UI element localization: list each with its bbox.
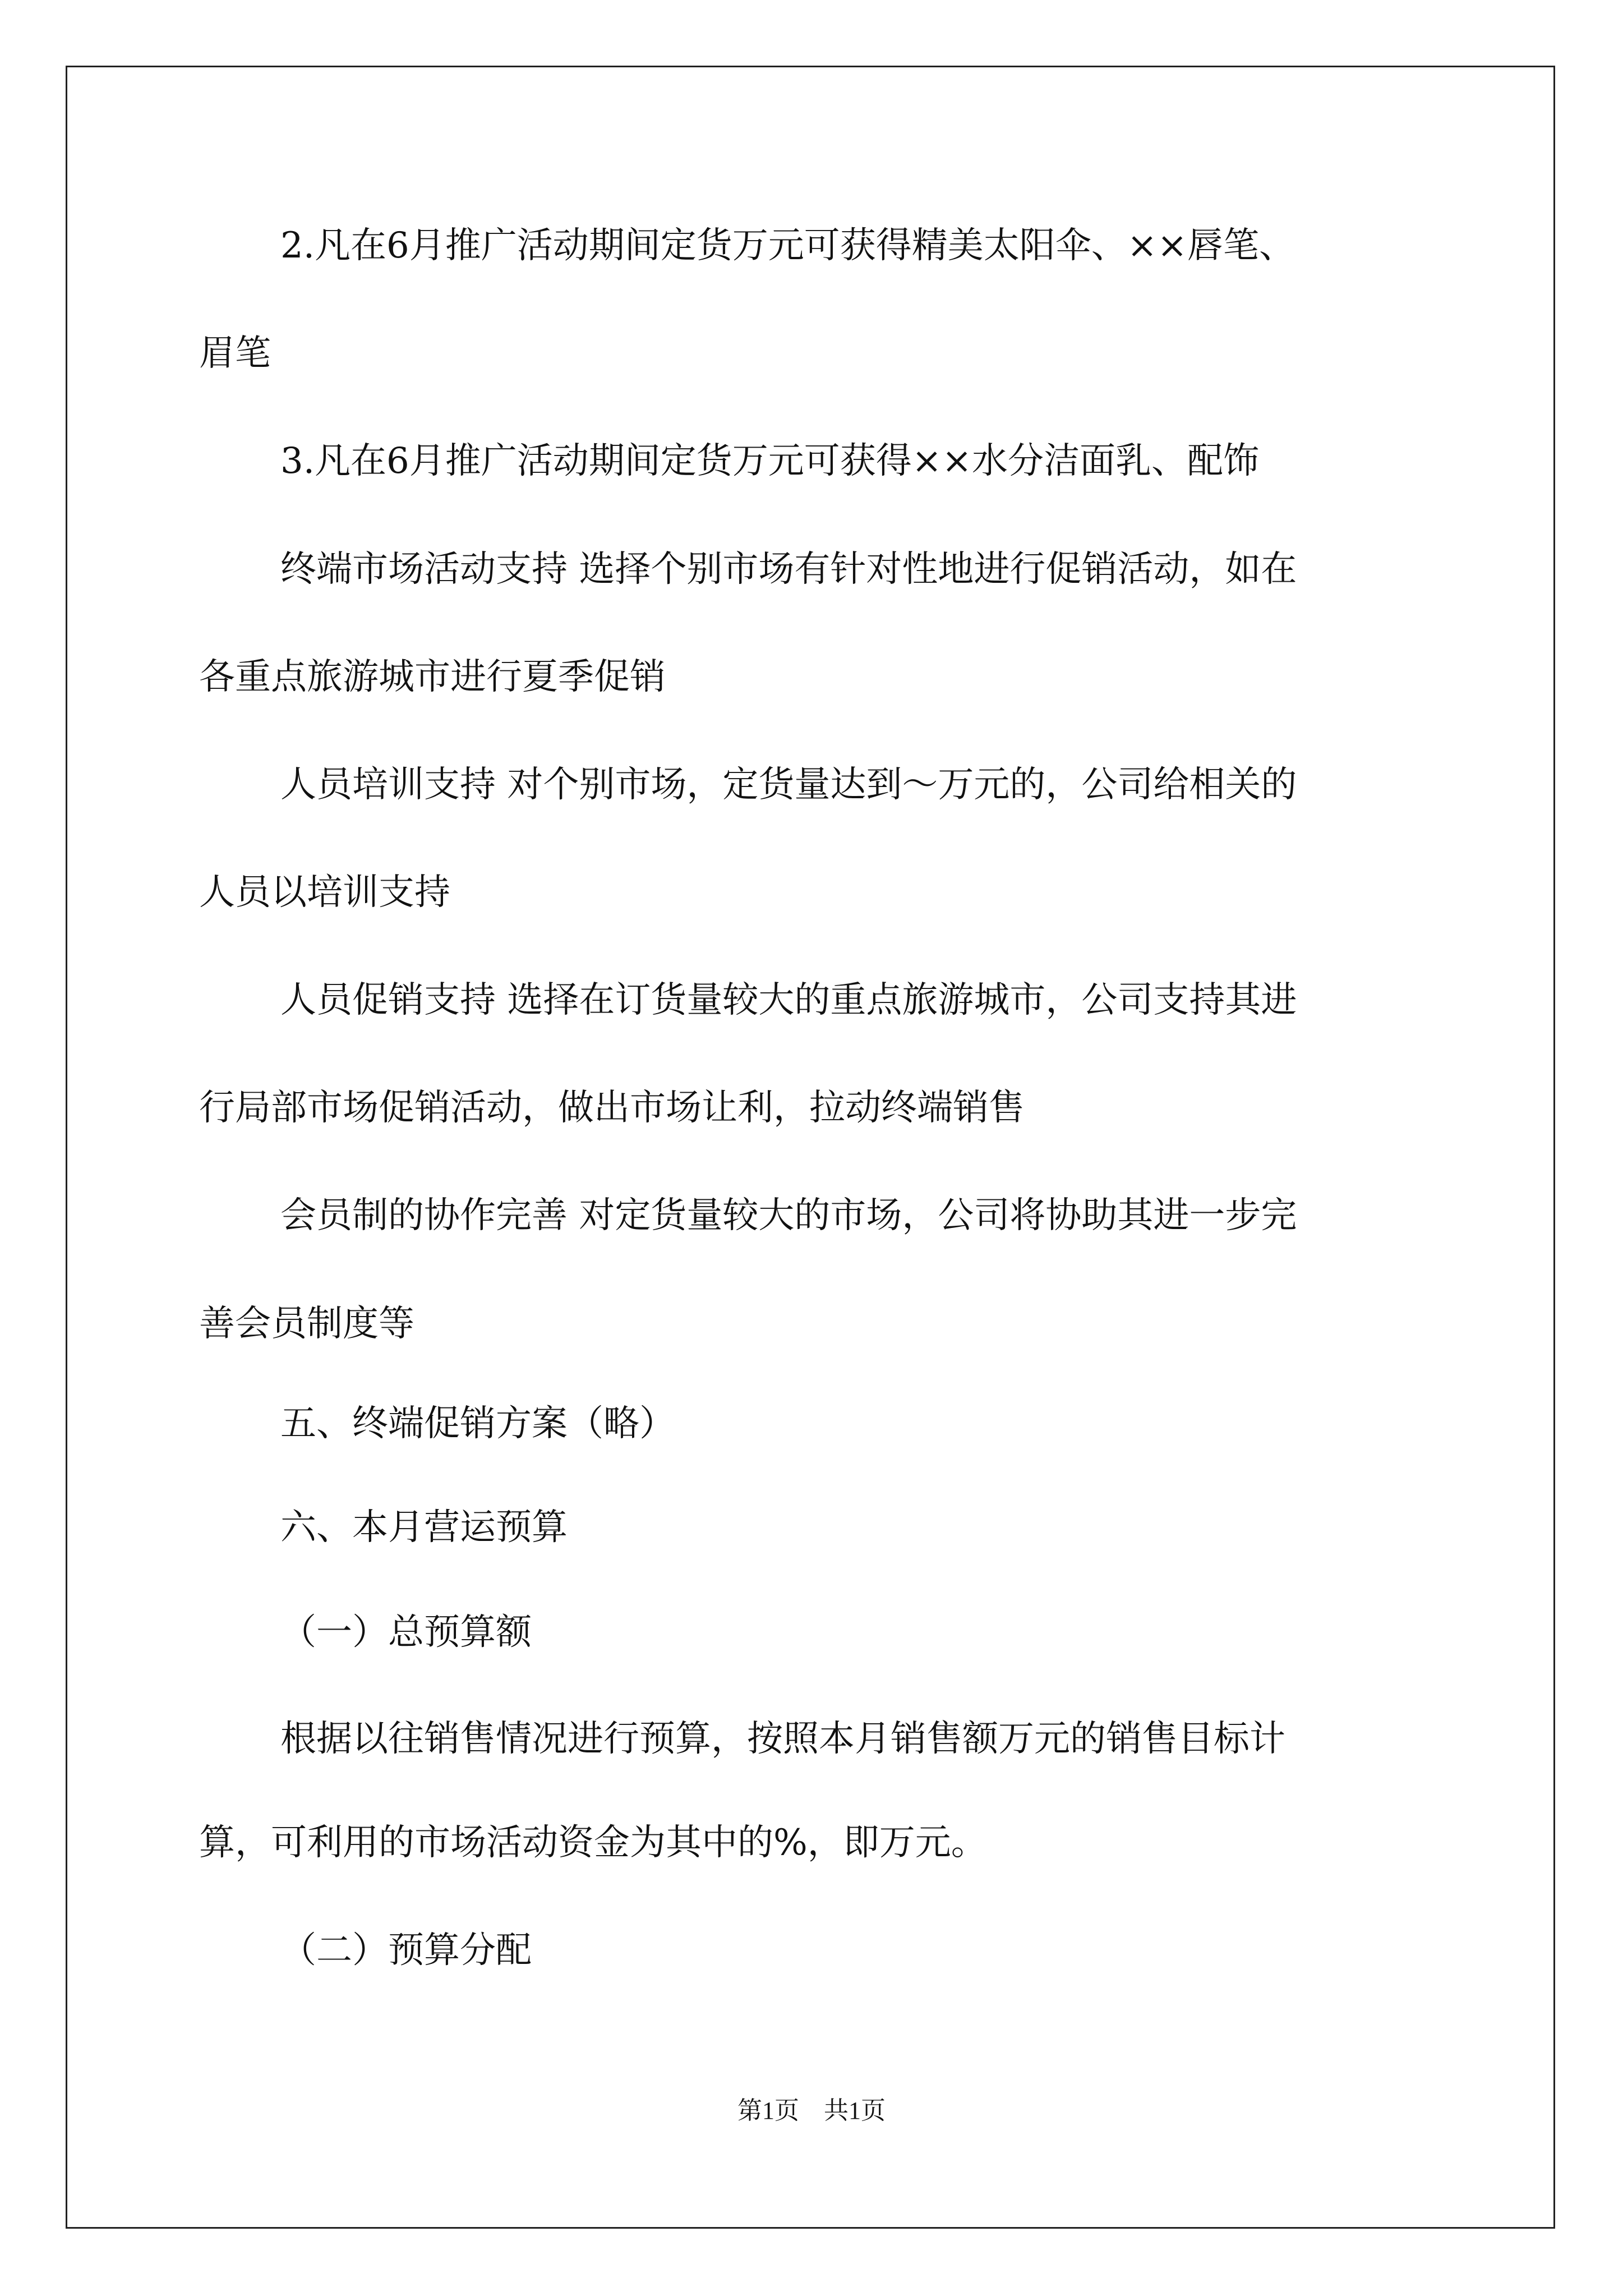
text-line: 会员制的协作完善 对定货量较大的市场，公司将协助其进一步完 xyxy=(280,1195,1297,1236)
page-border xyxy=(66,66,1555,2229)
page-footer: 第1页 共1页 xyxy=(737,2097,886,2124)
subsection-heading: （一）总预算额 xyxy=(280,1612,532,1653)
text-line: 2.凡在6月推广活动期间定货万元可获得精美太阳伞、××唇笔、 xyxy=(280,225,1295,266)
section-heading: 六、本月营运预算 xyxy=(280,1507,568,1548)
section-heading: 五、终端促销方案（略） xyxy=(280,1403,675,1444)
text-line: 3.凡在6月推广活动期间定货万元可获得××水分洁面乳、配饰 xyxy=(280,440,1260,482)
text-line: 根据以往销售情况进行预算，按照本月销售额万元的销售目标计 xyxy=(280,1718,1285,1760)
text-line: 终端市场活动支持 选择个别市场有针对性地进行促销活动，如在 xyxy=(280,549,1297,590)
text-line: 眉笔 xyxy=(199,333,271,374)
text-line: 人员促销支持 选择在订货量较大的重点旅游城市，公司支持其进 xyxy=(280,979,1297,1021)
text-line: 各重点旅游城市进行夏季促销 xyxy=(199,656,666,698)
text-line: 算，可利用的市场活动资金为其中的%，即万元。 xyxy=(199,1822,987,1864)
subsection-heading: （二）预算分配 xyxy=(280,1930,532,1971)
text-line: 行局部市场促销活动，做出市场让利，拉动终端销售 xyxy=(199,1087,1025,1129)
text-line: 人员培训支持 对个别市场，定货量达到～万元的，公司给相关的 xyxy=(280,764,1297,806)
text-line: 善会员制度等 xyxy=(199,1303,414,1345)
text-line: 人员以培训支持 xyxy=(199,872,450,913)
